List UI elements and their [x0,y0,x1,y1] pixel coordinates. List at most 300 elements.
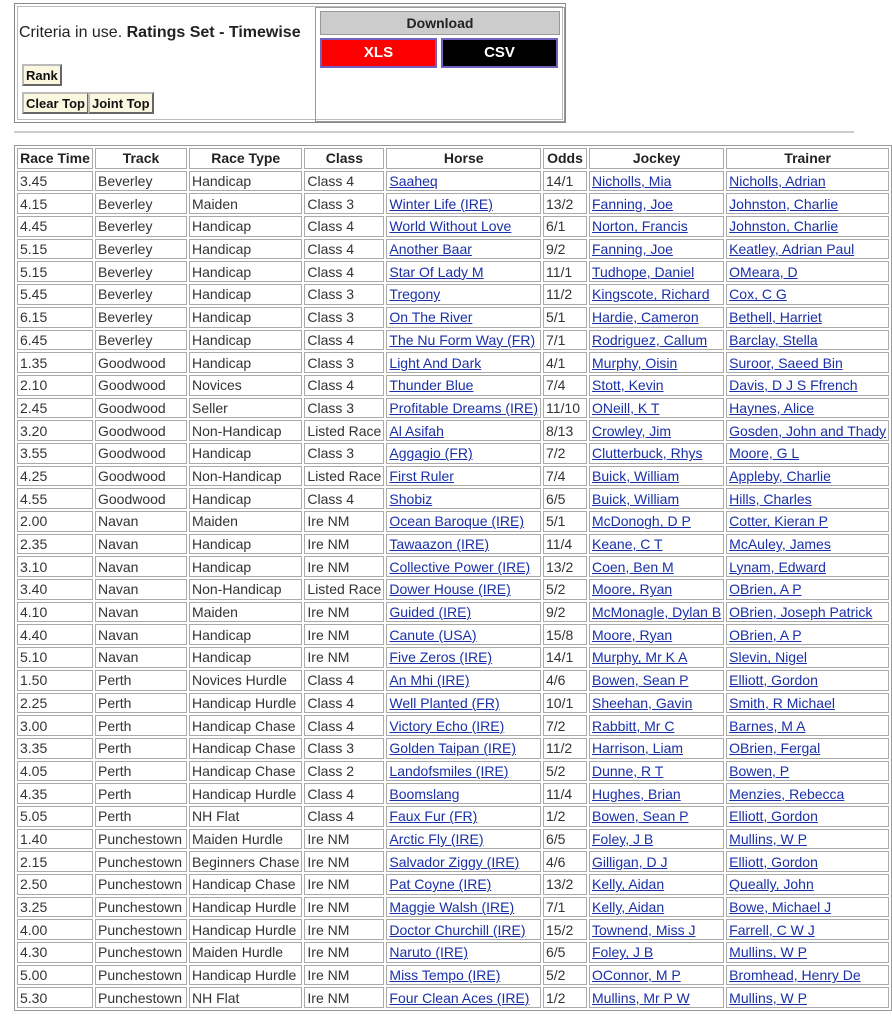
cell-race-type: Handicap [189,171,302,192]
cell-race-time: 1.40 [17,829,93,850]
horse-link[interactable]: Four Clean Aces (IRE) [389,989,530,1006]
table-row [17,579,889,600]
cell-race-time: 4.40 [17,624,93,645]
jockey-link[interactable]: McMonagle, Dylan B [592,604,722,621]
cell-horse [386,466,541,487]
horse-link[interactable]: Aggagio (FR) [389,445,473,462]
cell-class: Ire NM [304,602,384,623]
cell-horse [386,829,541,850]
cell-jockey [589,987,724,1008]
trainer-link[interactable]: Farrell, C W J [729,921,815,938]
column-header-horse: Horse [386,148,541,169]
jockey-link[interactable]: Murphy, Mr K A [592,649,688,666]
jockey-link[interactable]: Gilligan, D J [592,853,668,870]
trainer-link[interactable]: Moore, G L [729,445,800,462]
horse-link[interactable]: Doctor Churchill (IRE) [389,921,526,938]
jockey-link[interactable]: Clutterbuck, Rhys [592,445,703,462]
horse-link[interactable]: Salvador Ziggy (IRE) [389,853,520,870]
trainer-link[interactable]: Johnston, Charlie [729,195,839,212]
horse-link[interactable]: Pat Coyne (IRE) [389,876,492,893]
trainer-link[interactable]: Mullins, W P [729,830,807,847]
horse-link[interactable]: Tawaazon (IRE) [389,536,489,553]
jockey-link[interactable]: Kingscote, Richard [592,286,710,303]
trainer-link[interactable]: Smith, R Michael [729,694,835,711]
cell-jockey [589,942,724,963]
cell-jockey [589,443,724,464]
cell-class: Class 3 [304,352,384,373]
cell-horse [386,987,541,1008]
horse-link[interactable]: World Without Love [389,218,512,235]
cell-trainer [726,670,889,691]
horse-link[interactable]: An Mhi (IRE) [389,672,470,689]
cell-trainer [726,466,889,487]
cell-jockey [589,239,724,260]
xls-download-button[interactable]: XLS [320,38,437,68]
cell-odds: 7/2 [543,443,587,464]
ratings-table [14,145,892,1011]
horse-link[interactable]: Five Zeros (IRE) [389,649,493,666]
cell-jockey [589,284,724,305]
cell-odds: 5/2 [543,579,587,600]
cell-race-type: Maiden [189,602,302,623]
jockey-link[interactable]: Fanning, Joe [592,195,673,212]
cell-horse [386,806,541,827]
table-row [17,693,889,714]
cell-odds: 13/2 [543,193,587,214]
jockey-link[interactable]: Bowen, Sean P [592,808,689,825]
horse-link[interactable]: Another Baar [389,241,472,258]
cell-race-type: Handicap Hurdle [189,783,302,804]
cell-race-type: Handicap [189,352,302,373]
horse-link[interactable]: Arctic Fly (IRE) [389,830,484,847]
jockey-link[interactable]: Stott, Kevin [592,377,664,394]
cell-trainer [726,942,889,963]
cell-track: Beverley [95,261,187,282]
cell-jockey [589,216,724,237]
cell-class: Class 4 [304,330,384,351]
trainer-link[interactable]: OBrien, Fergal [729,740,821,757]
jockey-link[interactable]: Kelly, Aidan [592,876,665,893]
cell-track: Goodwood [95,466,187,487]
trainer-link[interactable]: OMeara, D [729,263,798,280]
table-row [17,284,889,305]
jockey-link[interactable]: Keane, C T [592,536,663,553]
horse-link[interactable]: Golden Taipan (IRE) [389,740,516,757]
cell-track: Navan [95,511,187,532]
cell-odds: 11/4 [543,534,587,555]
jockey-link[interactable]: Coen, Ben M [592,558,674,575]
trainer-link[interactable]: Barclay, Stella [729,331,818,348]
trainer-link[interactable]: Gosden, John and Thady [729,422,887,439]
cell-jockey [589,330,724,351]
cell-race-time: 2.35 [17,534,93,555]
cell-race-type: Handicap Chase [189,715,302,736]
jockey-link[interactable]: OConnor, M P [592,967,681,984]
cell-odds: 6/5 [543,829,587,850]
trainer-link[interactable]: Bromhead, Henry De [729,967,861,984]
cell-class: Class 3 [304,284,384,305]
cell-class: Class 4 [304,783,384,804]
table-row [17,330,889,351]
cell-horse [386,556,541,577]
cell-trainer [726,239,889,260]
cell-race-time: 4.25 [17,466,93,487]
trainer-link[interactable]: Mullins, W P [729,989,807,1006]
cell-race-type: Handicap Hurdle [189,919,302,940]
cell-track: Navan [95,602,187,623]
horse-link[interactable]: Collective Power (IRE) [389,558,531,575]
cell-race-type: Handicap [189,261,302,282]
cell-odds: 1/2 [543,987,587,1008]
cell-race-time: 5.00 [17,965,93,986]
cell-horse [386,851,541,872]
cell-race-time: 1.35 [17,352,93,373]
horse-link[interactable]: Naruto (IRE) [389,944,468,961]
cell-odds: 6/5 [543,488,587,509]
trainer-link[interactable]: Davis, D J S Ffrench [729,377,858,394]
cell-trainer [726,987,889,1008]
cell-odds: 14/1 [543,171,587,192]
cell-race-time: 4.00 [17,919,93,940]
jockey-link[interactable]: Norton, Francis [592,218,688,235]
cell-odds: 11/10 [543,398,587,419]
cell-horse [386,965,541,986]
cell-class: Class 4 [304,693,384,714]
cell-class: Class 3 [304,398,384,419]
jockey-link[interactable]: Murphy, Oisin [592,354,678,371]
horse-link[interactable]: Shobiz [389,490,433,507]
download-title: Download [320,11,560,35]
cell-track: Goodwood [95,398,187,419]
jockey-link[interactable]: Rabbitt, Mr C [592,717,675,734]
cell-race-type: Handicap [189,534,302,555]
trainer-link[interactable]: Slevin, Nigel [729,649,807,666]
cell-race-time: 2.45 [17,398,93,419]
trainer-link[interactable]: Suroor, Saeed Bin [729,354,843,371]
cell-odds: 15/2 [543,919,587,940]
horse-link[interactable]: Canute (USA) [389,626,477,643]
cell-race-type: Handicap Hurdle [189,897,302,918]
jockey-link[interactable]: Bowen, Sean P [592,672,689,689]
trainer-link[interactable]: Hills, Charles [729,490,812,507]
cell-horse [386,579,541,600]
cell-class: Ire NM [304,897,384,918]
cell-track: Perth [95,738,187,759]
cell-race-type: Non-Handicap [189,466,302,487]
trainer-link[interactable]: Appleby, Charlie [729,467,831,484]
column-header-odds: Odds [543,148,587,169]
table-row [17,193,889,214]
cell-horse [386,216,541,237]
table-row [17,783,889,804]
cell-race-type: Seller [189,398,302,419]
jockey-link[interactable]: Nicholls, Mia [592,173,672,190]
cell-track: Navan [95,534,187,555]
table-row [17,375,889,396]
horse-link[interactable]: Landofsmiles (IRE) [389,762,509,779]
cell-trainer [726,851,889,872]
column-header-race-time: Race Time [17,148,93,169]
jockey-link[interactable]: Moore, Ryan [592,581,673,598]
cell-track: Perth [95,715,187,736]
jockey-link[interactable]: Tudhope, Daniel [592,263,695,280]
cell-trainer [726,330,889,351]
cell-race-type: NH Flat [189,806,302,827]
jockey-link[interactable]: Harrison, Liam [592,740,684,757]
trainer-link[interactable]: Cotter, Kieran P [729,513,828,530]
cell-trainer [726,352,889,373]
cell-class: Ire NM [304,624,384,645]
cell-race-time: 3.55 [17,443,93,464]
trainer-link[interactable]: Elliott, Gordon [729,672,818,689]
cell-trainer [726,488,889,509]
cell-class: Class 2 [304,761,384,782]
cell-odds: 10/1 [543,693,587,714]
jockey-link[interactable]: Buick, William [592,467,680,484]
cell-jockey [589,375,724,396]
trainer-link[interactable]: McAuley, James [729,536,831,553]
cell-horse [386,874,541,895]
cell-track: Perth [95,806,187,827]
horse-link[interactable]: Victory Echo (IRE) [389,717,505,734]
cell-horse [386,919,541,940]
cell-track: Beverley [95,284,187,305]
cell-odds: 14/1 [543,647,587,668]
cell-jockey [589,806,724,827]
jockey-link[interactable]: Buick, William [592,490,680,507]
table-row [17,352,889,373]
cell-track: Beverley [95,171,187,192]
cell-jockey [589,398,724,419]
cell-track: Perth [95,670,187,691]
column-header-race-type: Race Type [189,148,302,169]
cell-race-type: Maiden [189,511,302,532]
cell-jockey [589,352,724,373]
cell-odds: 6/5 [543,942,587,963]
criteria-name: Ratings Set - Timewise [126,24,301,41]
trainer-link[interactable]: OBrien, Joseph Patrick [729,604,873,621]
horse-link[interactable]: On The River [389,309,473,326]
horse-link[interactable]: Tregony [389,286,441,303]
horse-link[interactable]: Al Asifah [389,422,444,439]
trainer-link[interactable]: OBrien, A P [729,626,802,643]
trainer-link[interactable]: Lynam, Edward [729,558,826,575]
cell-odds: 7/4 [543,375,587,396]
jockey-link[interactable]: Fanning, Joe [592,241,673,258]
jockey-link[interactable]: Sheehan, Gavin [592,694,693,711]
trainer-link[interactable]: Bowe, Michael J [729,899,832,916]
cell-track: Beverley [95,239,187,260]
cell-trainer [726,829,889,850]
cell-trainer [726,624,889,645]
cell-race-type: Handicap [189,239,302,260]
cell-trainer [726,398,889,419]
cell-class: Class 4 [304,261,384,282]
horse-link[interactable]: Well Planted (FR) [389,694,500,711]
trainer-link[interactable]: Haynes, Alice [729,399,814,416]
cell-track: Punchestown [95,919,187,940]
jockey-link[interactable]: Foley, J B [592,830,654,847]
trainer-link[interactable]: Johnston, Charlie [729,218,839,235]
table-row [17,624,889,645]
cell-class: Ire NM [304,556,384,577]
horse-link[interactable]: Dower House (IRE) [389,581,511,598]
cell-race-type: Handicap Hurdle [189,693,302,714]
trainer-link[interactable]: Elliott, Gordon [729,808,818,825]
cell-jockey [589,624,724,645]
horse-link[interactable]: Winter Life (IRE) [389,195,493,212]
table-row [17,919,889,940]
table-row [17,670,889,691]
trainer-link[interactable]: Cox, C G [729,286,787,303]
horse-link[interactable]: Ocean Baroque (IRE) [389,513,525,530]
horse-link[interactable]: Light And Dark [389,354,482,371]
cell-class: Class 4 [304,715,384,736]
joint-top-button[interactable]: Joint Top [88,92,154,114]
cell-class: Ire NM [304,965,384,986]
clear-top-button[interactable]: Clear Top [22,92,89,114]
horse-link[interactable]: Star Of Lady M [389,263,484,280]
cell-odds: 11/4 [543,783,587,804]
cell-track: Perth [95,693,187,714]
table-row [17,897,889,918]
trainer-link[interactable]: Bethell, Harriet [729,309,822,326]
cell-horse [386,511,541,532]
cell-race-time: 5.45 [17,284,93,305]
cell-jockey [589,579,724,600]
jockey-link[interactable]: Hughes, Brian [592,785,681,802]
horse-link[interactable]: Boomslang [389,785,460,802]
table-row [17,647,889,668]
rank-button[interactable]: Rank [22,64,62,86]
horse-link[interactable]: Thunder Blue [389,377,474,394]
table-row [17,443,889,464]
cell-race-time: 6.15 [17,307,93,328]
criteria-text [19,24,301,42]
trainer-link[interactable]: Menzies, Rebecca [729,785,845,802]
table-header-row [17,148,889,169]
cell-class: Class 4 [304,488,384,509]
cell-track: Navan [95,647,187,668]
table-row [17,829,889,850]
horse-link[interactable]: Saaheq [389,173,438,190]
cell-odds: 7/2 [543,715,587,736]
cell-race-time: 5.10 [17,647,93,668]
trainer-link[interactable]: Bowen, P [729,762,790,779]
trainer-link[interactable]: Nicholls, Adrian [729,173,826,190]
cell-track: Punchestown [95,942,187,963]
cell-trainer [726,783,889,804]
cell-race-time: 2.15 [17,851,93,872]
cell-odds: 8/13 [543,420,587,441]
cell-odds: 5/1 [543,307,587,328]
cell-class: Class 4 [304,806,384,827]
cell-race-time: 2.10 [17,375,93,396]
cell-odds: 15/8 [543,624,587,645]
cell-class: Listed Race [304,579,384,600]
jockey-link[interactable]: Rodriguez, Callum [592,331,708,348]
table-row [17,851,889,872]
cell-race-time: 3.40 [17,579,93,600]
cell-class: Ire NM [304,874,384,895]
cell-race-type: Non-Handicap [189,579,302,600]
cell-race-type: Handicap [189,284,302,305]
jockey-link[interactable]: ONeill, K T [592,399,660,416]
cell-horse [386,488,541,509]
cell-class: Class 3 [304,193,384,214]
trainer-link[interactable]: OBrien, A P [729,581,802,598]
cell-class: Class 4 [304,375,384,396]
cell-race-time: 2.25 [17,693,93,714]
jockey-link[interactable]: Hardie, Cameron [592,309,699,326]
cell-race-type: Maiden Hurdle [189,829,302,850]
cell-track: Punchestown [95,897,187,918]
trainer-link[interactable]: Elliott, Gordon [729,853,818,870]
cell-jockey [589,851,724,872]
cell-trainer [726,511,889,532]
cell-track: Goodwood [95,443,187,464]
jockey-link[interactable]: McDonogh, D P [592,513,691,530]
horse-link[interactable]: First Ruler [389,467,454,484]
horse-link[interactable]: Miss Tempo (IRE) [389,967,501,984]
jockey-link[interactable]: Townend, Miss J [592,921,696,938]
cell-race-time: 4.15 [17,193,93,214]
jockey-link[interactable]: Mullins, Mr P W [592,989,690,1006]
cell-horse [386,670,541,691]
cell-jockey [589,261,724,282]
horse-link[interactable]: Guided (IRE) [389,604,472,621]
cell-jockey [589,738,724,759]
cell-jockey [589,602,724,623]
jockey-link[interactable]: Dunne, R T [592,762,664,779]
cell-class: Class 4 [304,216,384,237]
trainer-link[interactable]: Queally, John [729,876,814,893]
column-header-class: Class [304,148,384,169]
horse-link[interactable]: The Nu Form Way (FR) [389,331,536,348]
cell-race-type: Handicap [189,307,302,328]
horse-link[interactable]: Profitable Dreams (IRE) [389,399,538,416]
cell-jockey [589,534,724,555]
trainer-link[interactable]: Keatley, Adrian Paul [729,241,855,258]
cell-race-type: Handicap Chase [189,738,302,759]
cell-horse [386,647,541,668]
jockey-link[interactable]: Crowley, Jim [592,422,672,439]
csv-download-button[interactable]: CSV [441,38,558,68]
cell-horse [386,239,541,260]
jockey-link[interactable]: Moore, Ryan [592,626,673,643]
trainer-link[interactable]: Barnes, M A [729,717,806,734]
table-row [17,715,889,736]
cell-class: Ire NM [304,647,384,668]
cell-race-time: 4.45 [17,216,93,237]
jockey-link[interactable]: Kelly, Aidan [592,899,665,916]
cell-class: Class 3 [304,443,384,464]
cell-race-time: 4.10 [17,602,93,623]
cell-class: Ire NM [304,919,384,940]
horse-link[interactable]: Faux Fur (FR) [389,808,478,825]
table-row [17,307,889,328]
cell-class: Listed Race [304,420,384,441]
cell-jockey [589,307,724,328]
table-row [17,511,889,532]
jockey-link[interactable]: Foley, J B [592,944,654,961]
horse-link[interactable]: Maggie Walsh (IRE) [389,899,515,916]
trainer-link[interactable]: Mullins, W P [729,944,807,961]
cell-horse [386,171,541,192]
cell-odds: 11/2 [543,738,587,759]
cell-race-type: Handicap Hurdle [189,965,302,986]
table-row [17,466,889,487]
